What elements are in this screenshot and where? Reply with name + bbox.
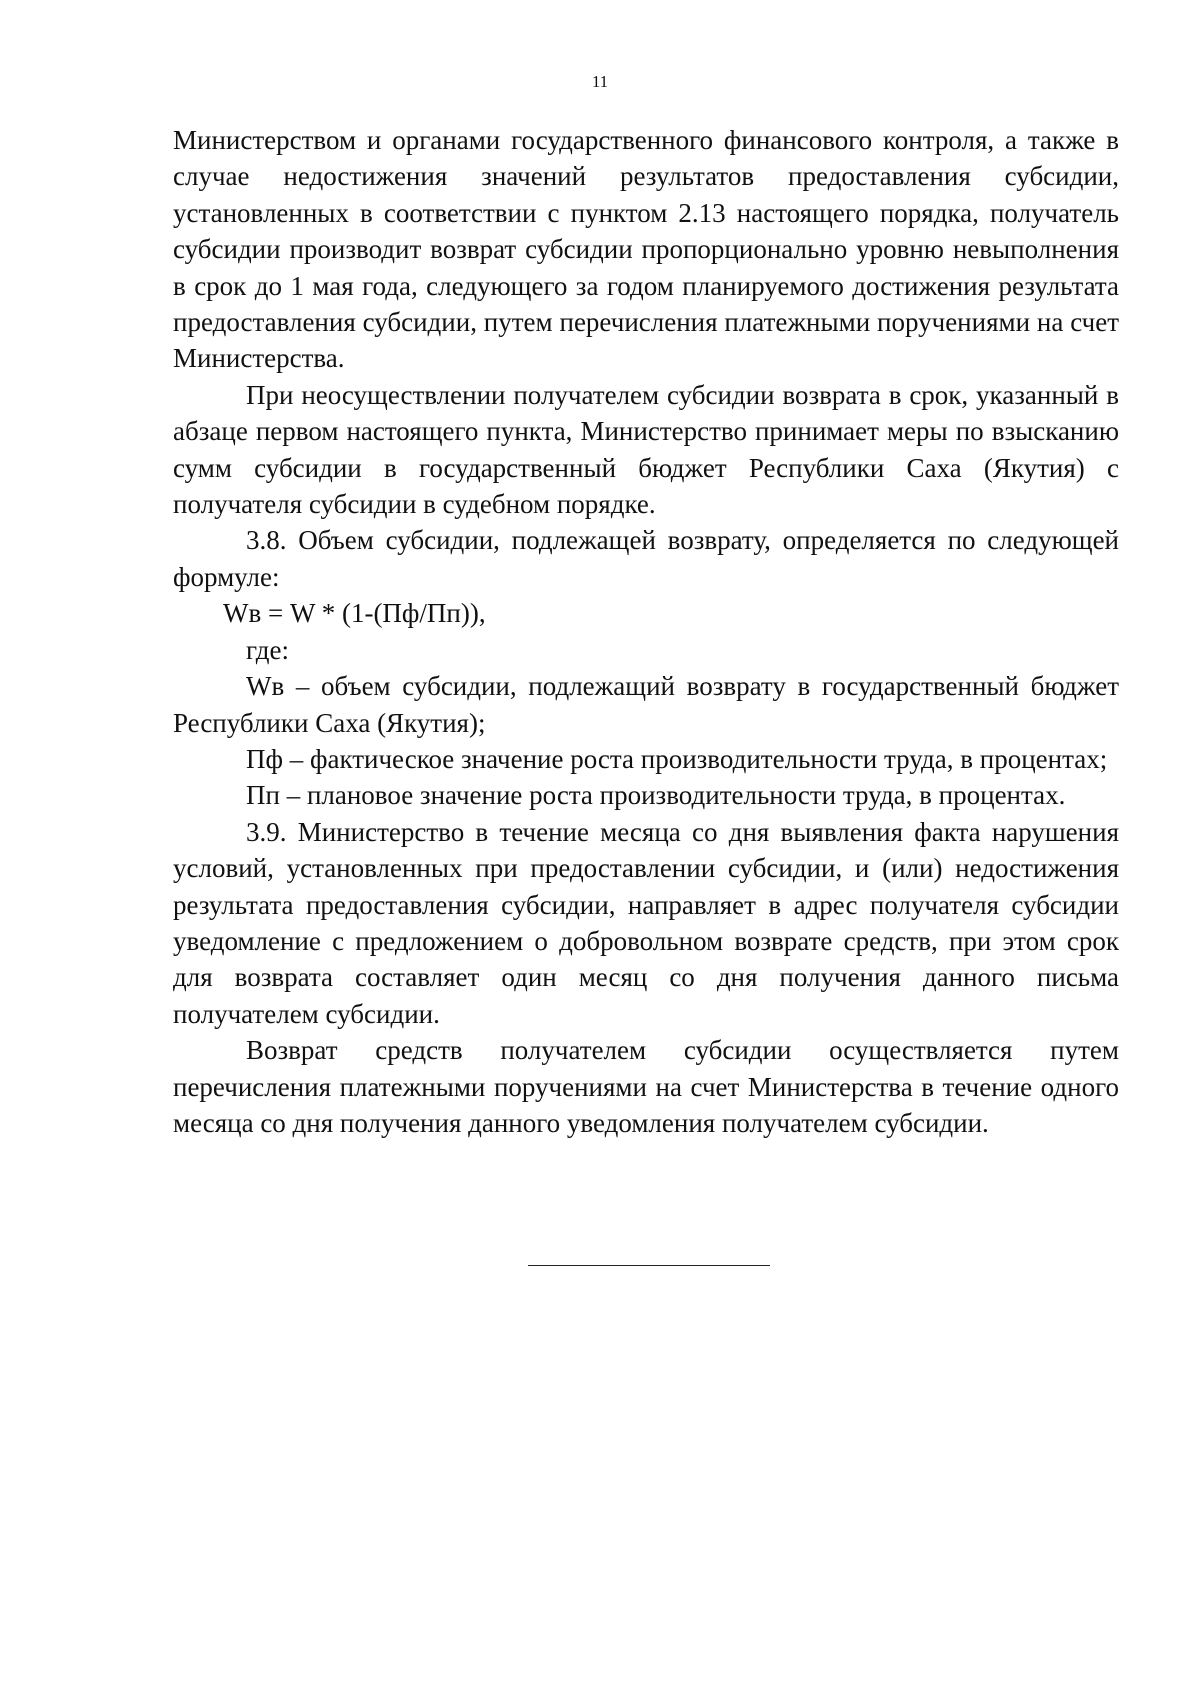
definition-wv: Wв – объем субсидии, подлежащий возврату в государственный бюджет Республики Саха (Якутия); [173, 671, 1119, 738]
definition-pf: Пф – фактическое значение роста производительности труда, в процентах; [246, 743, 1108, 774]
document-body [173, 122, 1119, 1141]
definition-pp: Пп – плановое значение роста производительности труда, в процентах. [246, 780, 1066, 811]
paragraph-3-8: 3.8. Объем субсидии, подлежащей возврату, определяется по следующей формуле: [173, 525, 1119, 592]
page-number: 11 [591, 72, 609, 91]
paragraph-non-return: При неосуществлении получателем субсидии возврата в срок, указанный в абзаце первом настоящего пункта, Министерство принимает меры по взысканию сумм субсидии в государственный бюджет Республики Саха (Якутия) с получателя субсидии в судебном порядке. [173, 379, 1119, 520]
paragraph-continuation: Министерством и органами государственного финансового контроля, а также в случае недостижения значений результатов предоставления субсидии, установленных в соответствии с пунктом 2.13 настоящего порядка, получатель субсидии производит возврат субсидии пропорционально уровню невыполнения в срок до 1 мая года, следующего за годом планируемого достижения результата предоставления субсидии, путем перечисления платежными поручениями на счет Министерства. [173, 125, 1119, 374]
formula-where-label: где: [246, 634, 289, 665]
return-formula: Wв = W * (1-(Пф/Пп)), [223, 598, 486, 629]
paragraph-3-9: 3.9. Министерство в течение месяца со дня выявления факта нарушения условий, установленных при предоставлении субсидии, и (или) недостижения результата предоставления субсидии, направляет в адрес получателя субсидии уведомление с предложением о добровольном возврате средств, при этом срок для возврата составляет один месяц со дня получения данного письма получателем субсидии. [173, 816, 1119, 1029]
end-of-document-rule [528, 1265, 770, 1266]
paragraph-return-transfer: Возврат средств получателем субсидии осуществляется путем перечисления платежными поручениями на счет Министерства в течение одного месяца со дня получения данного уведомления получателем субсидии. [173, 1035, 1119, 1138]
